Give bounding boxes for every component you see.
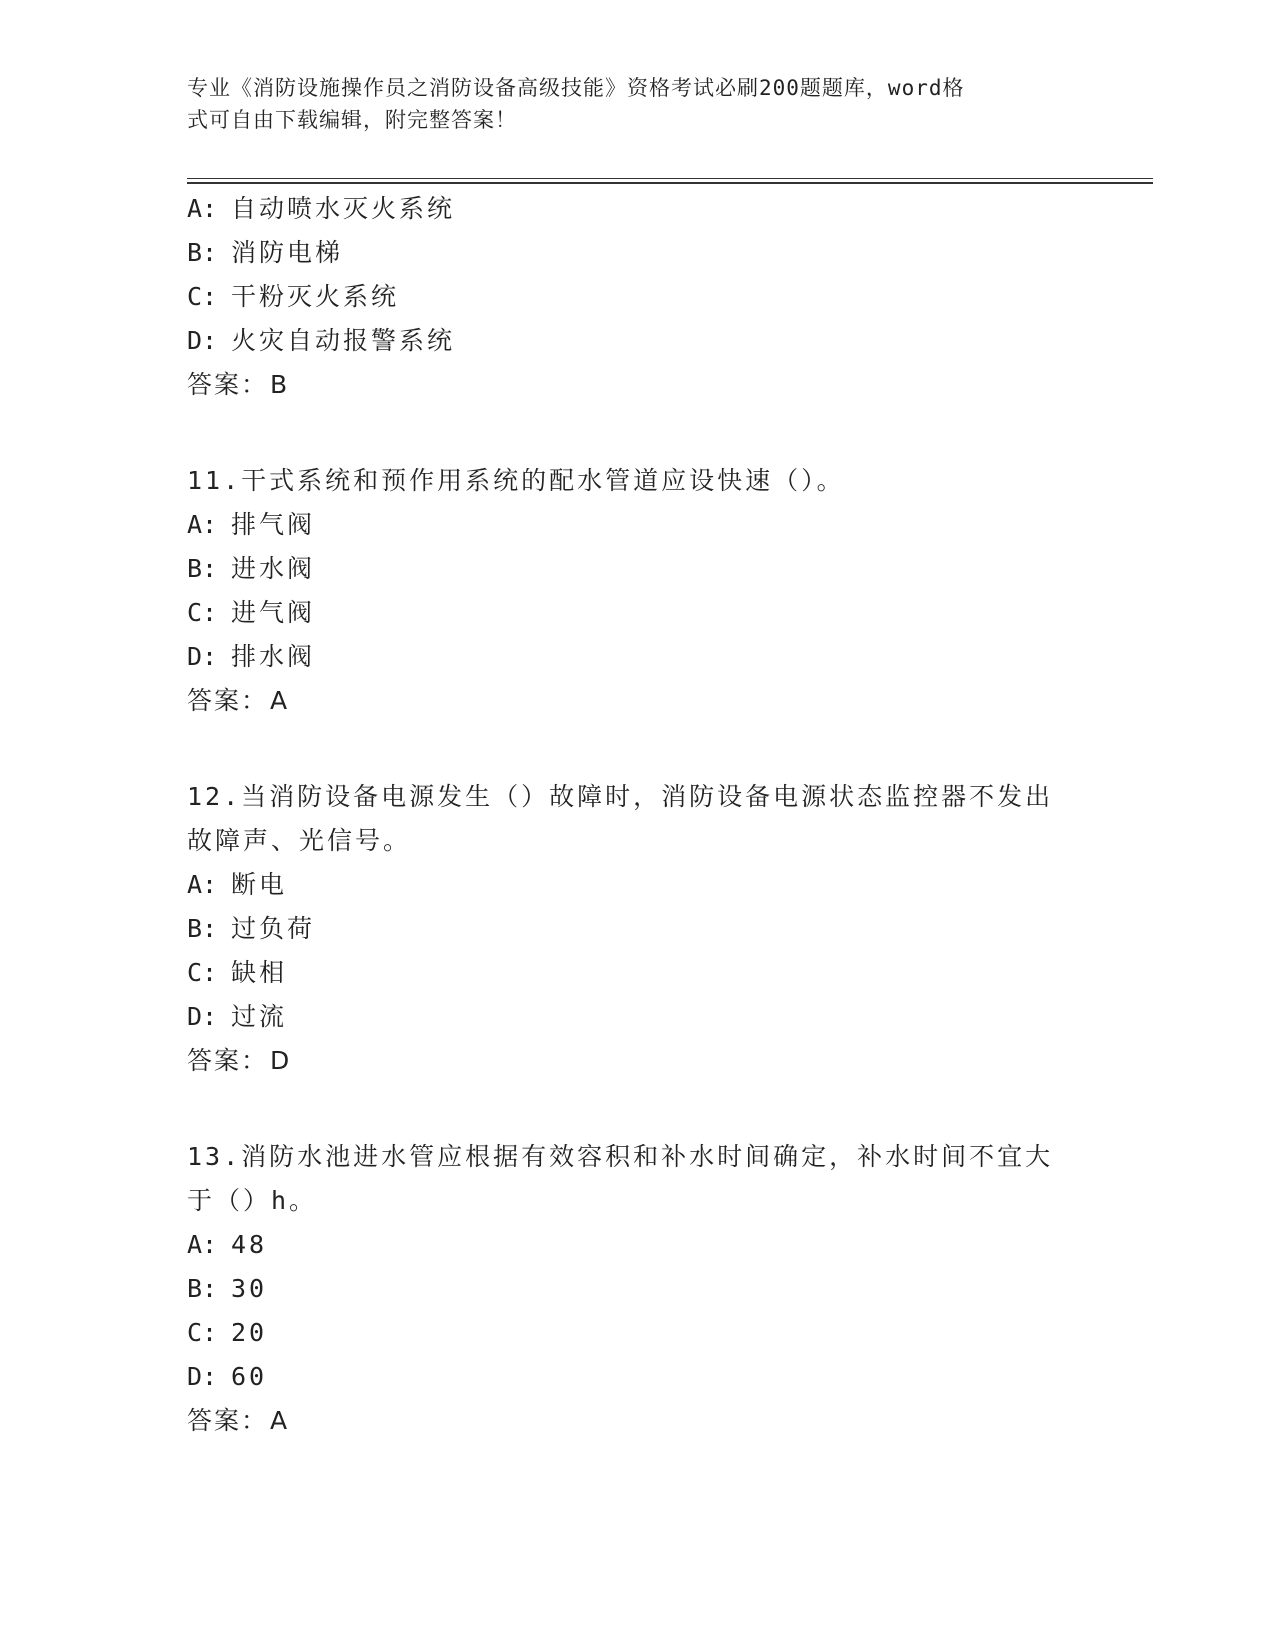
- q13-option-d: [187, 1360, 267, 1394]
- option-letter: B:: [187, 554, 218, 583]
- option-letter: A:: [187, 194, 218, 223]
- answer-value: A: [270, 1406, 290, 1435]
- answer-value: A: [270, 686, 290, 715]
- answer-label: 答案：: [187, 1406, 269, 1435]
- option-text: 48: [231, 1230, 268, 1259]
- option-text: 进气阀: [231, 598, 316, 627]
- q10-option-c: [187, 280, 399, 314]
- q11-question: 11.干式系统和预作用系统的配水管道应设快速（）。: [187, 466, 845, 495]
- option-text: 干粉灭火系统: [231, 282, 400, 311]
- option-letter: D:: [187, 326, 218, 355]
- q11-option-a: [187, 508, 315, 542]
- option-text: 排水阀: [231, 642, 316, 671]
- option-letter: B:: [187, 1274, 218, 1303]
- option-letter: C:: [187, 1318, 218, 1347]
- option-text: 消防电梯: [231, 238, 344, 267]
- header-line-2: 式可自由下载编辑，附完整答案！: [187, 108, 517, 132]
- answer-label: 答案：: [187, 1046, 269, 1075]
- option-text: 自动喷水灭火系统: [231, 194, 456, 223]
- option-text: 缺相: [231, 958, 288, 987]
- header-divider-thin: [187, 178, 1153, 179]
- q11-option-b: [187, 552, 315, 586]
- answer-value: D: [270, 1046, 292, 1075]
- option-letter: A:: [187, 510, 218, 539]
- document-header: [187, 72, 1067, 136]
- answer-label: 答案：: [187, 686, 269, 715]
- option-letter: D:: [187, 642, 218, 671]
- q13-question-line-1: 13.消防水池进水管应根据有效容积和补水时间确定，补水时间不宜大: [187, 1142, 1054, 1171]
- option-letter: C:: [187, 598, 218, 627]
- q11-option-d: [187, 640, 315, 674]
- option-text: 过流: [231, 1002, 288, 1031]
- option-text: 30: [231, 1274, 268, 1303]
- option-letter: D:: [187, 1002, 218, 1031]
- answer-value: B: [270, 370, 290, 399]
- option-text: 20: [231, 1318, 268, 1347]
- option-letter: A:: [187, 870, 218, 899]
- q13-option-a: [187, 1228, 267, 1262]
- q13-answer: [187, 1404, 289, 1438]
- q10-option-d: [187, 324, 455, 358]
- option-letter: B:: [187, 914, 218, 943]
- q10-answer: [187, 368, 289, 402]
- option-letter: C:: [187, 958, 218, 987]
- option-letter: C:: [187, 282, 218, 311]
- q12-option-a: [187, 868, 287, 902]
- q13-option-c: [187, 1316, 267, 1350]
- option-text: 排气阀: [231, 510, 316, 539]
- q10-option-b: [187, 236, 343, 270]
- option-text: 断电: [231, 870, 288, 899]
- q12-answer: [187, 1044, 291, 1078]
- q12-option-d: [187, 1000, 287, 1034]
- header-line-1: 专业《消防设施操作员之消防设备高级技能》资格考试必刷200题题库，word格: [187, 76, 965, 100]
- q11-answer: [187, 684, 289, 718]
- option-letter: D:: [187, 1362, 218, 1391]
- answer-label: 答案：: [187, 370, 269, 399]
- q12-option-c: [187, 956, 287, 990]
- option-text: 火灾自动报警系统: [231, 326, 456, 355]
- q13-option-b: [187, 1272, 267, 1306]
- q12-question-line-2: 故障声、光信号。: [187, 826, 412, 855]
- q10-option-a: [187, 192, 455, 226]
- q12-question-line-1: 12.当消防设备电源发生（）故障时，消防设备电源状态监控器不发出: [187, 782, 1054, 811]
- q12-option-b: [187, 912, 315, 946]
- option-letter: A:: [187, 1230, 218, 1259]
- option-text: 进水阀: [231, 554, 316, 583]
- header-divider-thick: [187, 182, 1153, 184]
- option-letter: B:: [187, 238, 218, 267]
- option-text: 过负荷: [231, 914, 316, 943]
- q13-question-line-2: 于（）h。: [187, 1186, 318, 1215]
- option-text: 60: [231, 1362, 268, 1391]
- q11-option-c: [187, 596, 315, 630]
